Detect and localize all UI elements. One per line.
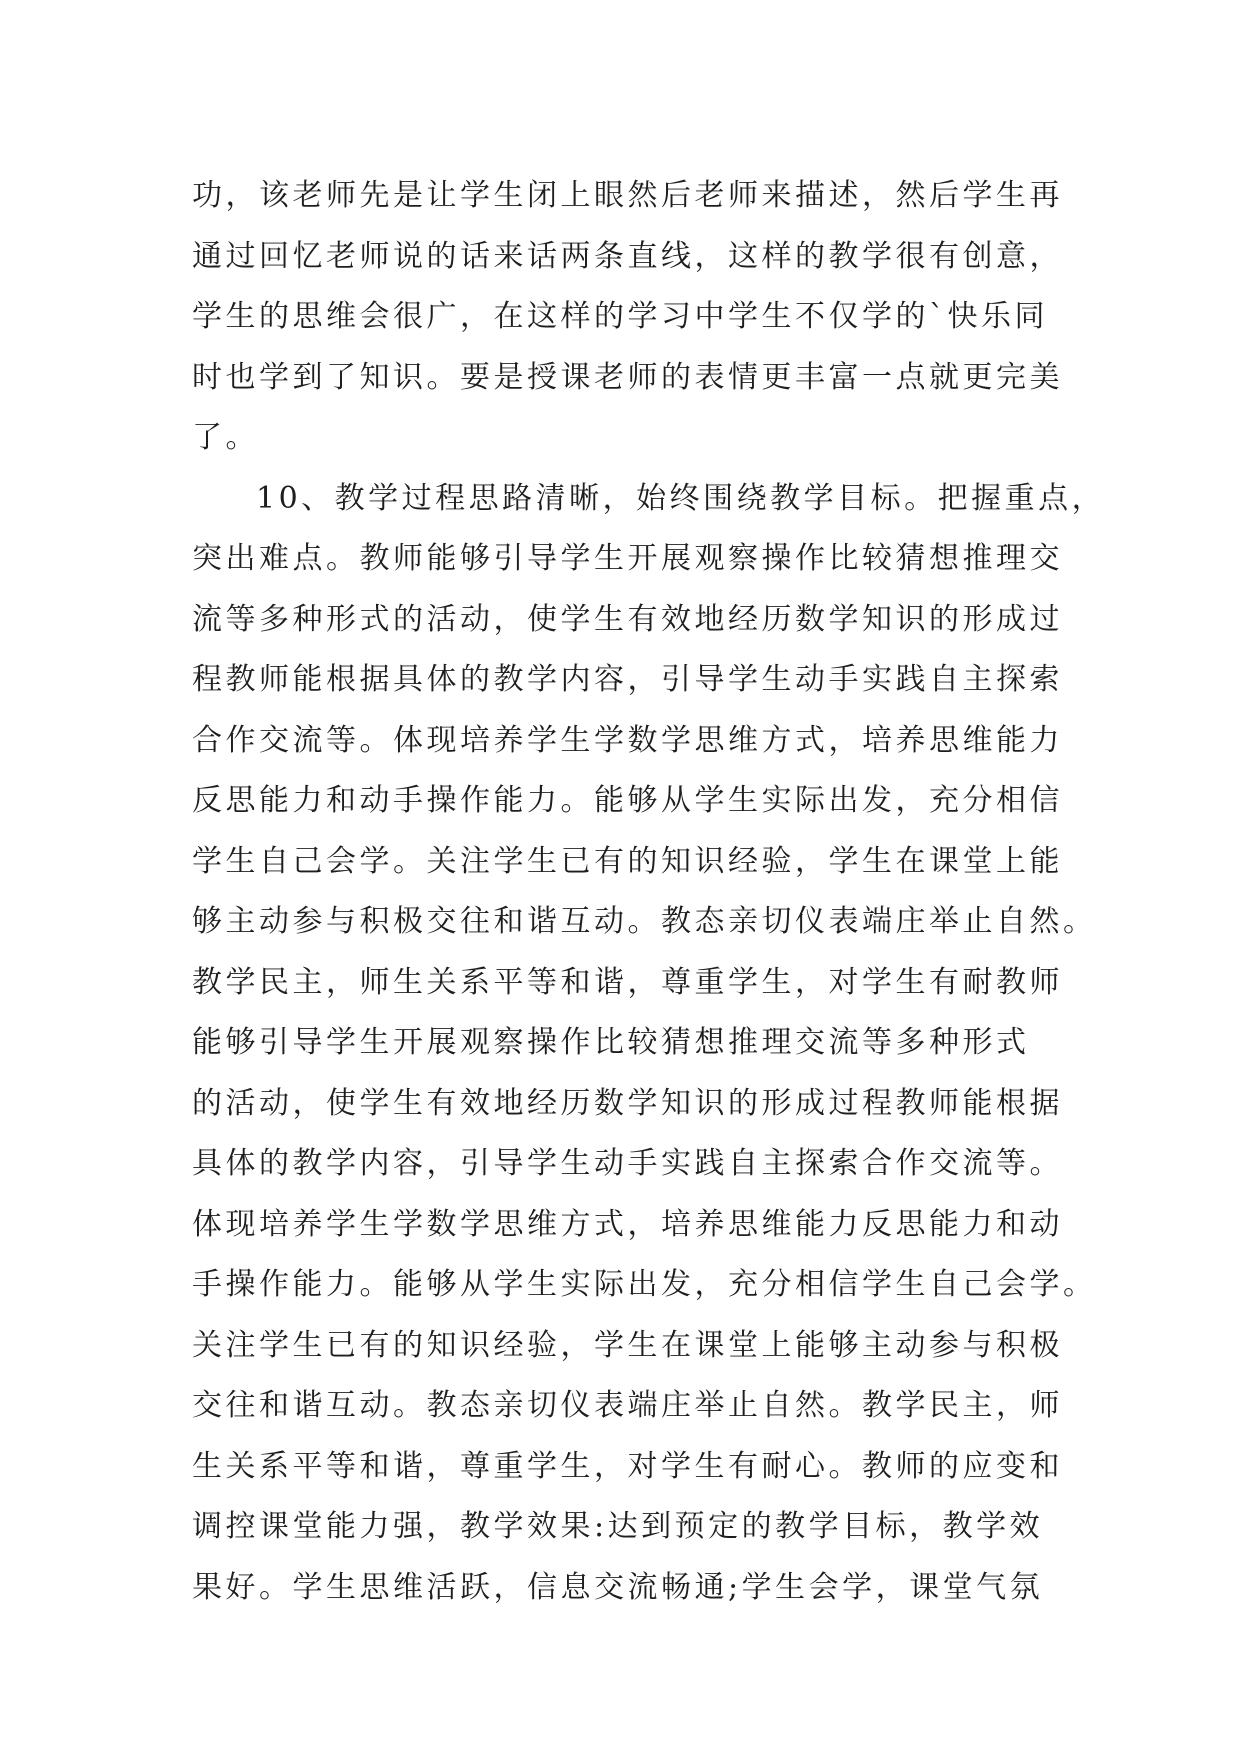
text-line: 的活动，使学生有效地经历数学知识的形成过程教师能根据 — [192, 1085, 1063, 1121]
text-line: 果好。学生思维活跃，信息交流畅通;学生会学，课堂气氛 — [192, 1569, 1044, 1605]
text-line: 通过回忆老师说的话来话两条直线，这样的教学很有创意， — [192, 238, 1063, 274]
text-line: 关注学生已有的知识经验，学生在课堂上能够主动参与积极 — [192, 1327, 1063, 1363]
paragraph-continuation — [192, 166, 1072, 469]
text-line: 学生的思维会很广，在这样的学习中学生不仅学的`快乐同 — [192, 299, 1048, 334]
text-line: 程教师能根据具体的教学内容，引导学生动手实践自主探索 — [192, 662, 1063, 697]
text-line: 反思能力和动手操作能力。能够从学生实际出发，充分相信 — [192, 783, 1063, 818]
text-line: 流等多种形式的活动，使学生有效地经历数学知识的形成过 — [192, 601, 1063, 637]
body-text — [192, 166, 1106, 1618]
text-line: 时也学到了知识。要是授课老师的表情更丰富一点就更完美 — [192, 359, 1063, 395]
text-line: 生关系平等和谐，尊重学生，对学生有耐心。教师的应变和 — [192, 1448, 1063, 1484]
text-line: 交往和谐互动。教态亲切仪表端庄举止自然。教学民主，师 — [192, 1388, 1063, 1423]
text-line: 具体的教学内容，引导学生动手实践自主探索合作交流等。 — [192, 1146, 1063, 1181]
text-line: 功，该老师先是让学生闭上眼然后老师来描述，然后学生再 — [192, 178, 1063, 213]
text-line: 教学民主，师生关系平等和谐，尊重学生，对学生有耐教师 — [192, 964, 1063, 1000]
text-line: 学生自己会学。关注学生已有的知识经验，学生在课堂上能 — [192, 843, 1063, 879]
text-line: 合作交流等。体现培养学生学数学思维方式，培养思维能力 — [192, 722, 1063, 758]
paragraph-10 — [192, 469, 1106, 1619]
text-line: 够主动参与积极交往和谐互动。教态亲切仪表端庄举止自然。 — [192, 904, 1097, 939]
text-line: 突出难点。教师能够引导学生开展观察操作比较猜想推理交 — [192, 541, 1063, 576]
text-line: 能够引导学生开展观察操作比较猜想推理交流等多种形式 — [192, 1025, 1030, 1060]
text-line: 了。 — [192, 420, 259, 455]
text-line: 10、教学过程思路清晰，始终围绕教学目标。把握重点， — [256, 480, 1106, 516]
text-line: 手操作能力。能够从学生实际出发，充分相信学生自己会学。 — [192, 1267, 1097, 1302]
text-line: 调控课堂能力强，教学效果:达到预定的教学目标，教学效 — [192, 1509, 1044, 1544]
text-line: 体现培养学生学数学思维方式，培养思维能力反思能力和动 — [192, 1206, 1063, 1242]
